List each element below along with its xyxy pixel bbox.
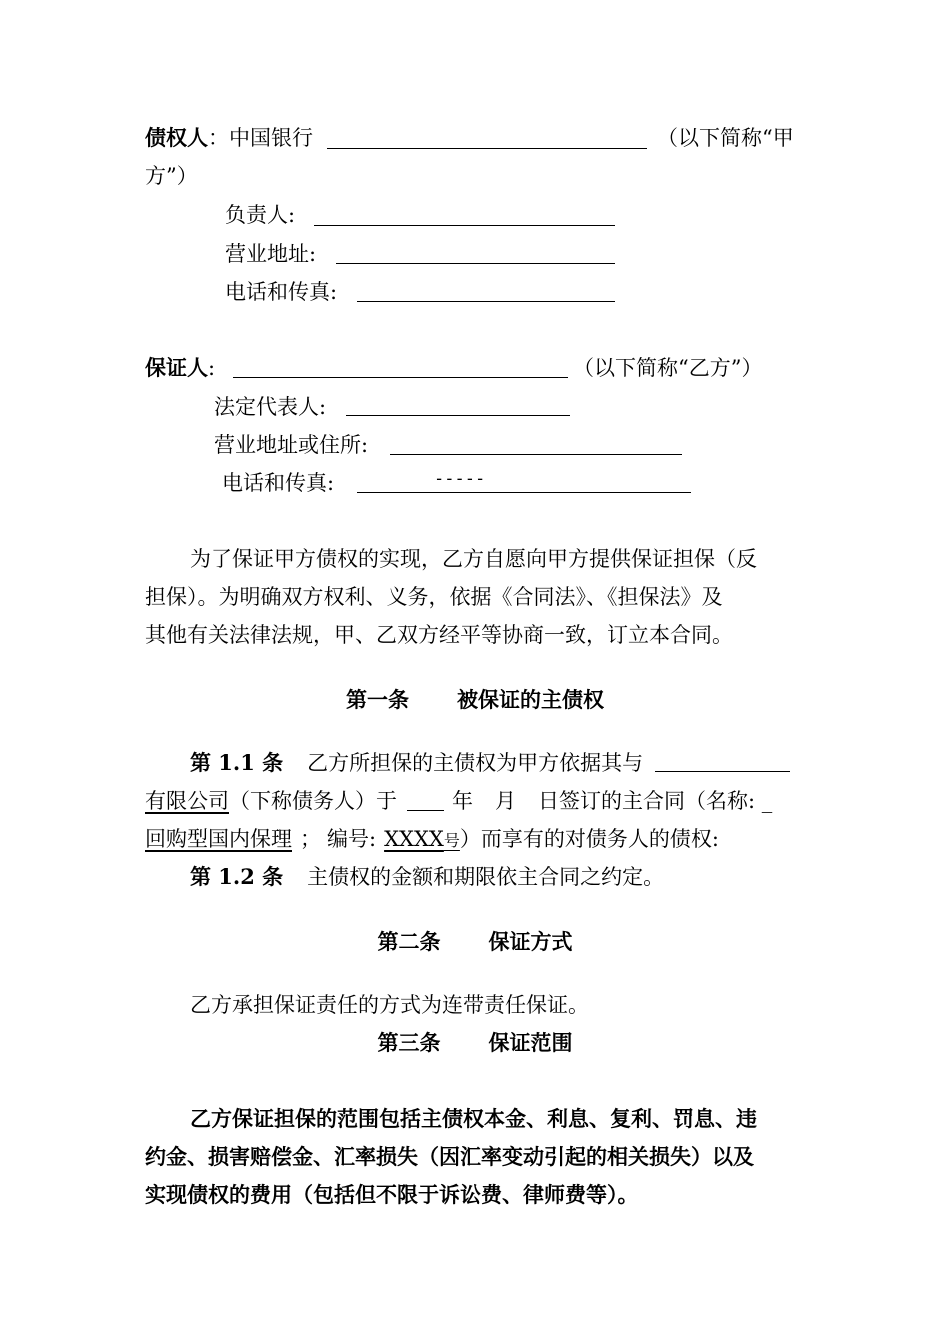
- clause-1-1-line-1: [190, 748, 643, 778]
- clause-1-1-day: 日签订的主合同（名称: _: [538, 789, 773, 813]
- guarantor-line: [145, 353, 215, 383]
- article-3-heading: [0, 1028, 950, 1058]
- clause-1-1-text-1: 乙方所担保的主债权为甲方依据其与: [307, 751, 644, 775]
- clause-1-1-line-3: [145, 824, 719, 856]
- guarantor-phone-blank[interactable]: [357, 492, 691, 493]
- article-3-line-3: 实现债权的费用（包括但不限于诉讼费、律师费等）。: [145, 1182, 639, 1207]
- clause-1-1-sep: ；: [300, 827, 321, 851]
- clause-1-1-text-2: （下称债务人）于: [229, 789, 397, 813]
- creditor-name-blank[interactable]: [327, 148, 647, 149]
- creditor-alias-part2: 方”）: [145, 164, 198, 188]
- creditor-alias-part1: （以下简称“甲: [657, 126, 794, 150]
- clause-1-1-company: 有限公司: [145, 789, 229, 813]
- preamble-line-2: 担保）。为明确双方权利、义务，依据《合同法》、《担保法》及: [145, 585, 723, 609]
- clause-1-1-line-2: [145, 786, 397, 816]
- clause-1-1-no-label: 编号:: [327, 827, 377, 851]
- contract-year-blank[interactable]: [407, 810, 444, 811]
- guarantor-alias: （以下简称“乙方”）: [573, 356, 763, 380]
- creditor-colon: ：: [208, 126, 229, 150]
- guarantor-rep-label: 法定代表人:: [214, 395, 327, 419]
- clause-1-2-label: 第 1.2 条: [190, 864, 284, 889]
- guarantor-address-blank[interactable]: [390, 454, 682, 455]
- creditor-label: 债权人: [145, 125, 208, 150]
- preamble-line-3: 其他有关法律法规，甲、乙双方经平等协商一致，订立本合同。: [145, 623, 733, 647]
- article-3-number: 第三条: [377, 1030, 441, 1055]
- preamble-line-1: 为了保证甲方债权的实现，乙方自愿向甲方提供保证担保（反: [190, 547, 757, 571]
- creditor-address-blank[interactable]: [336, 263, 615, 264]
- clause-1-2-line: [190, 862, 664, 892]
- article-3-title: 保证范围: [488, 1030, 573, 1055]
- article-2-heading: [0, 927, 950, 957]
- creditor-responsible-label: 负责人:: [225, 203, 296, 227]
- clause-1-1-contract-name: 回购型国内保理: [145, 827, 292, 851]
- clause-1-1-label: 第 1.1 条: [190, 750, 284, 775]
- creditor-phone-blank[interactable]: [357, 301, 615, 302]
- clause-1-1-no-suffix: 号: [443, 831, 460, 850]
- guarantor-name-blank[interactable]: [233, 377, 568, 378]
- clause-1-2-text: 主债权的金额和期限依主合同之约定。: [307, 865, 665, 889]
- guarantor-colon: :: [208, 356, 216, 380]
- creditor-line: [145, 123, 313, 153]
- article-3-line-1: 乙方保证担保的范围包括主债权本金、利息、复利、罚息、违: [190, 1106, 757, 1131]
- clause-1-1-tail: ）而享有的对债务人的债权:: [459, 827, 719, 851]
- guarantor-address-label: 营业地址或住所:: [214, 433, 369, 457]
- clause-1-1-month: 月: [495, 789, 516, 813]
- article-3-line-2: 约金、损害赔偿金、汇率损失（因汇率变动引起的相关损失）以及: [145, 1144, 754, 1169]
- creditor-name: 中国银行: [229, 126, 313, 150]
- article-1-title: 被保证的主债权: [457, 687, 604, 712]
- article-2-title: 保证方式: [488, 929, 573, 954]
- clause-1-1-no-value: XXXX: [384, 827, 444, 851]
- creditor-address-label: 营业地址:: [225, 242, 317, 266]
- creditor-phone-label: 电话和传真:: [225, 280, 338, 304]
- article-1-number: 第一条: [346, 687, 409, 712]
- creditor-counterparty-blank[interactable]: [655, 771, 790, 772]
- article-2-number: 第二条: [377, 929, 441, 954]
- guarantor-label: 保证人: [145, 355, 208, 380]
- article-1-heading: [0, 685, 950, 715]
- guarantor-phone-value: -----: [434, 469, 486, 489]
- clause-1-1-year: 年: [452, 789, 473, 813]
- article-2-text: 乙方承担保证责任的方式为连带责任保证。: [190, 993, 589, 1017]
- creditor-responsible-blank[interactable]: [314, 225, 615, 226]
- guarantor-rep-blank[interactable]: [346, 415, 570, 416]
- guarantor-phone-label: 电话和传真:: [222, 471, 335, 495]
